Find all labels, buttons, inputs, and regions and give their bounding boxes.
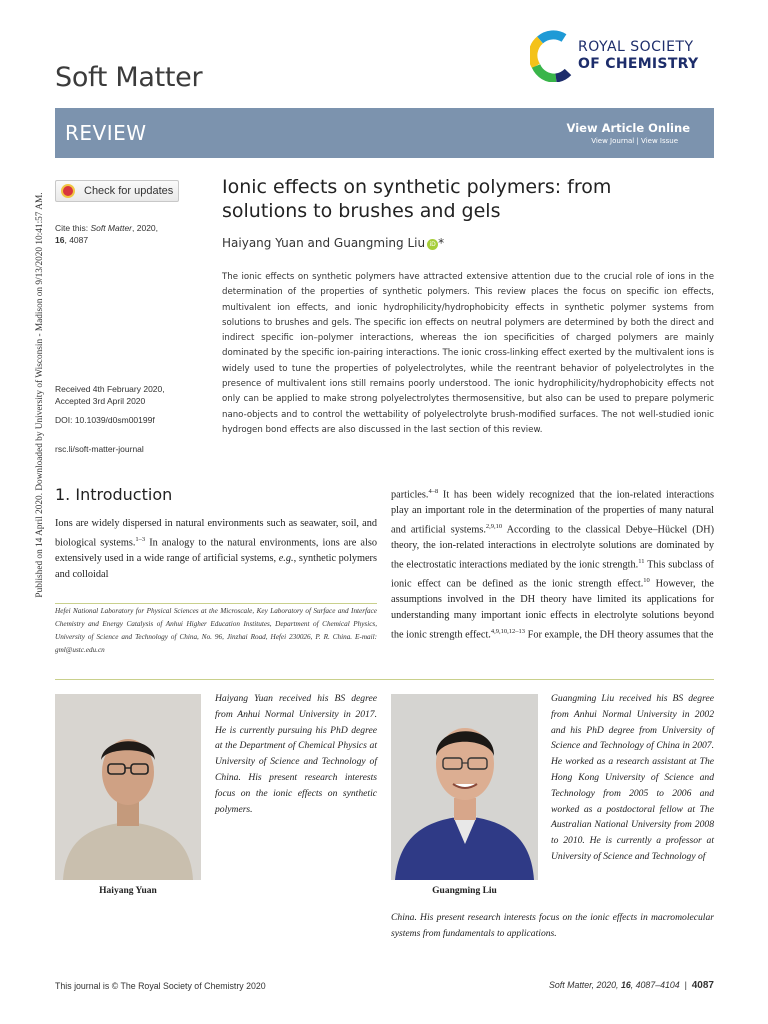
citation <box>55 222 185 246</box>
text-span: According to the classical Debye–Hückel (DH) theory, the ion-related interactions in electrolyte solutions are dominated by the electrostatic interactions mediated by the ionic strength. <box>391 524 714 571</box>
view-article-online-link[interactable]: View Article Online <box>566 121 690 135</box>
text-span: It has been widely recognized that the ion-related interactions play an important role in the determination of the properties of many natural and artificial systems. <box>391 489 714 536</box>
portrait-image <box>55 694 201 880</box>
author-photo-caption: Haiyang Yuan <box>99 886 157 896</box>
footer-volume: 16 <box>620 980 631 990</box>
author-biography-2: Guangming Liu received his BS degree from Anhui Normal University in 2002 and his PhD degree from University of Science and Technology of China in 2007. He worked as a research assistant at The Hong Kong University of Science and Technology from 2005 to 2006 and worked as a postdoctoral fellow at The Australian National University from 2008 to 2010. He is currently a professor at University of Science and Technology of <box>551 693 714 862</box>
reference-link[interactable]: 1–3 <box>135 535 146 543</box>
biography-divider <box>55 679 714 680</box>
portrait-image <box>391 694 538 880</box>
journal-title: Soft Matter <box>55 62 203 93</box>
intro-paragraph-1 <box>55 516 377 583</box>
text-span: For example, the DH theory assumes that the <box>525 629 714 641</box>
reference-link[interactable]: 10 <box>643 577 650 585</box>
check-for-updates-button[interactable] <box>55 180 179 202</box>
orcid-icon[interactable]: iD <box>427 239 438 250</box>
author-list <box>222 236 444 250</box>
publisher-name-line1: ROYAL SOCIETY <box>578 39 694 55</box>
author-biography-1: Haiyang Yuan received his BS degree from Anhui Normal University in 2017. He is currently pursuing his PhD degree at the Department of Chemical Physics at University of Science and Technology of China. His present research interests focus on the ionic effects on synthetic polymers. <box>215 693 377 815</box>
author-biography-2-continued: China. His present research interests focus on the ionic effects in macromolecular systems from fundamentals to applications. <box>391 912 714 939</box>
page-footer <box>549 980 714 991</box>
footer-separator: | <box>684 980 687 990</box>
author-photo-guangming-liu <box>391 694 538 880</box>
cite-page: , 4087 <box>64 235 89 245</box>
section-heading-introduction: 1. Introduction <box>55 485 173 504</box>
rsc-logo-icon <box>530 30 574 82</box>
crossmark-icon <box>61 184 75 198</box>
received-dates <box>55 383 205 407</box>
text-span: However, the assumptions involved in the DH theory have limited its applications for understanding many important ionic effects in electrolyte solutions beyond the ionic strength effect. <box>391 578 714 641</box>
footer-pages: , 4087–4104 <box>630 980 680 990</box>
accepted-date: Accepted 3rd April 2020 <box>55 396 146 406</box>
cite-year: , 2020, <box>132 223 159 233</box>
author-names: Haiyang Yuan and Guangming Liu <box>222 236 426 250</box>
author-photo-haiyang-yuan <box>55 694 201 880</box>
reference-link[interactable]: 11 <box>638 558 645 566</box>
view-journal-issue-links[interactable]: View Journal | View Issue <box>591 137 678 145</box>
page-number: 4087 <box>691 980 714 991</box>
affiliation-divider <box>55 603 377 604</box>
reference-link[interactable]: 4–8 <box>428 488 439 495</box>
section-header-bar <box>55 108 714 158</box>
text-span: Ions are widely dispersed in natural environments such as seawater, soil, and biological systems. <box>55 518 377 549</box>
footer-year: , 2020, <box>591 980 621 990</box>
received-date: Received 4th February 2020, <box>55 384 165 394</box>
copyright-footer: This journal is © The Royal Society of Chemistry 2020 <box>55 981 266 991</box>
footer-journal: Soft Matter <box>549 980 592 990</box>
download-side-note: Published on 14 April 2020. Downloaded by University of Wisconsin - Madison on 9/13/2020 10:41:57 AM. <box>35 192 45 598</box>
cite-prefix: Cite this: <box>55 223 91 233</box>
check-for-updates-label: Check for updates <box>84 185 174 197</box>
section-label: REVIEW <box>65 121 147 145</box>
intro-paragraph-2 <box>391 484 714 643</box>
author-photo-caption: Guangming Liu <box>432 886 497 896</box>
cite-journal: Soft Matter <box>90 223 133 233</box>
text-span: particles. <box>391 489 429 501</box>
rsc-logo[interactable] <box>530 30 720 85</box>
affiliation: Hefei National Laboratory for Physical Sciences at the Microscale, Key Laboratory of Surface and Interface Chemistry and Energy Catalysis of Anhui Higher Education Institutes, Department of Chemical Physics, University of Science and Technology of China, No. 96, Jinzhai Road, Hefei 230026, P. R. China. E-mail: gml@ustc.edu.cn <box>55 607 377 654</box>
reference-link[interactable]: 2,9,10 <box>485 523 503 531</box>
text-span: , synthetic polymers and colloidal <box>55 553 377 580</box>
text-span: e.g. <box>278 553 294 565</box>
abstract: The ionic effects on synthetic polymers have attracted extensive attention due to the crucial role of ions in the determination of the properties of synthetic polymers. This review places the focus on specific ion effects, multivalent ion effects, and ionic hydrophilicity/hydrophobicity effects in synthetic polymer systems from solutions to brushes and gels. The specific ion effects on neutral polymers are determined by both the direct and indirect specific ion–polymer interactions, whereas the ion specificities of charged polymers are mainly dominated by the specific ion-pairing interactions. The ionic cross-linking effect exerted by the multivalent ions is widely used to tune the properties of polyelectrolytes, while the reentrant behavior of polyelectrolytes in the presence of multivalent ions still remains poorly understood. The ionic hydrophilicity/hydrophobicity effects not only can be applied to make strong polyelectrolytes thermosensitive, but also can be used to prepare polymeric nano-objects and to control the wettability of polyelectrolyte brush-modified surfaces. The not well-studied ionic hydrogen bond effects are also discussed in the last section of this review. <box>222 272 714 435</box>
article-title: Ionic effects on synthetic polymers: from solutions to brushes and gels <box>222 176 612 222</box>
publisher-name-line2: OF CHEMISTRY <box>578 56 699 72</box>
journal-url-link[interactable]: rsc.li/soft-matter-journal <box>55 444 144 454</box>
text-span: This subclass of ionic effect can be defined as the ionic strength effect. <box>391 559 714 590</box>
corresponding-mark: * <box>438 236 445 250</box>
cite-volume: 16 <box>55 235 65 245</box>
text-span: In analogy to the natural environments, ions are also extensively used in a wide range of artificial systems, <box>55 537 377 565</box>
doi[interactable]: DOI: 10.1039/d0sm00199f <box>55 415 155 425</box>
reference-link[interactable]: 4,9,10,12–13 <box>490 628 526 636</box>
